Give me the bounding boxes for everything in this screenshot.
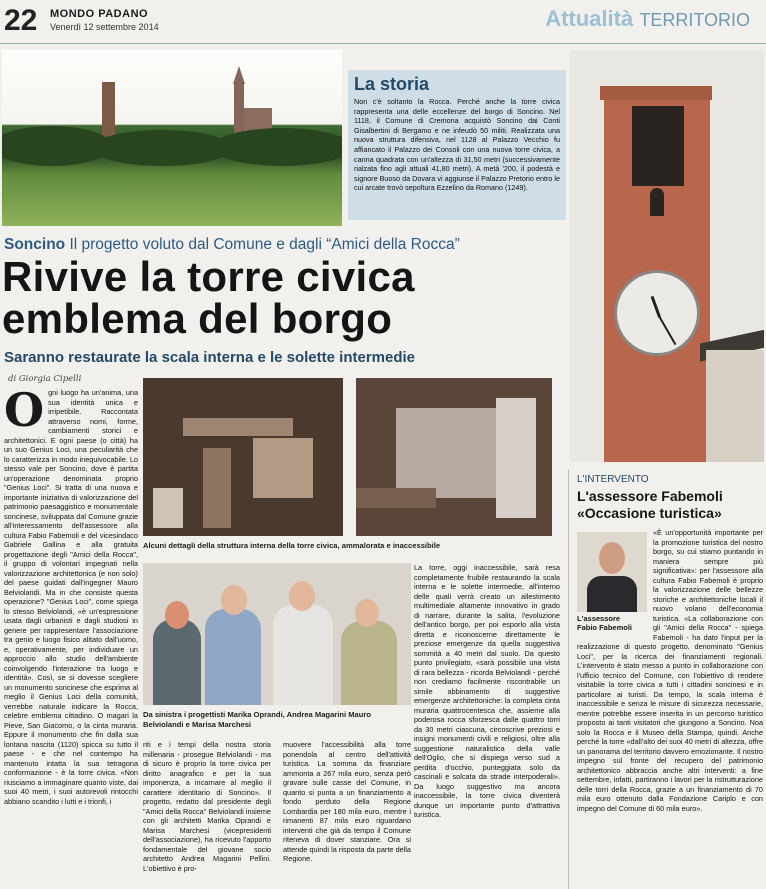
sidebar-interview (568, 470, 766, 889)
history-title: La storia (354, 74, 430, 94)
sidebar-title: L'assessore Fabemoli «Occasione turistica» (577, 488, 723, 521)
newspaper-name: MONDO PADANO (50, 8, 149, 20)
tower-belfry-window (632, 106, 684, 186)
article-kicker (4, 236, 460, 254)
portrait-caption-name: Fabio Fabemoli (577, 623, 633, 632)
masthead (0, 0, 766, 44)
section-name: Attualità (545, 6, 634, 31)
headline-line-1: Rivive la torre civica (2, 253, 415, 300)
portrait-caption-role: L'assessore (577, 614, 621, 623)
interior-detail-photo-2 (356, 378, 552, 536)
group-photo (143, 563, 411, 705)
dropcap: O (4, 388, 45, 437)
issue-date: Venerdì 12 settembre 2014 (50, 22, 159, 32)
page-number: 22 (4, 4, 38, 37)
sidebar-body (577, 528, 763, 813)
portrait-caption (577, 614, 647, 632)
interior-detail-photo-1 (143, 378, 343, 536)
kicker-place: Soncino (4, 236, 66, 253)
subsection-name: TERRITORIO (639, 10, 750, 30)
assessor-portrait (577, 532, 647, 612)
clock-face (614, 270, 700, 356)
history-text: Non c'è soltanto la Rocca. Perché anche la torre civica rappresenta una delle eccellenze del borgo di Soncino. Nel 1118, il Comune di Cremona acquistò Soncino dai Conti Gisalbertini di Bergamo e ne infeudò 50 militi. Realizzata una nuova struttura difensiva, nel 1128 al Palazzo Vecchio fu affiancato il Palazzo dei Consoli con una nuova torre civica, a canna quadrata con un'altezza di 31,50 metri (successivamente rialzata fino agli attuali 41,80 metri). A metà '200, il podestà e signore Buoso da Dovara vi aggiunse il Palazzo Pretorio entro le cui arcate trovò sepoltura Ezzelino da Romano (1249). (354, 97, 560, 193)
history-box (348, 70, 566, 220)
article-headline (2, 253, 415, 342)
article-column-1 (4, 388, 138, 884)
sidebar-text: «È un'opportunità importante per la promozione turistica del nostro borgo, su cui stiamo puntando in maniera sempre più significativa»: per l'assessore alla cultura Fabio Fabemoli è proprio la valorizzazione delle bellezze storiche e architettoniche locali il nuovo volano dell'economia turistica. «La collaborazione con gli "Amici della Rocca" - spiega Fabemoli - ha dato l'input per la realizzazione di questo progetto, denominato "Genius Loci", per la ricerca dei finanziamenti regionali. L'intervento è stato messo a punto in collaborazione con l'ufficio tecnico del Comune, con l'obiettivo di rendere visitabile la torre civica a tutti i cittadini soncinesi e in particolare ai turisti. Da tempo, la scala interna è inaccessibile e senza le misure di sicurezza necessarie, mentre potrebbe essere inserita in un percorso turistico proposto ai tanti visitatori che giungono a Soncino. Noa solo la Rocca e il Museo della Stampa, quindi. Anche perché la torre «dall'alto dei suoi 40 metri di altezza, offre un panorama del territorio davvero emozionante. Il nostro impegno sul fronte del recupero del patrimonio architettonico abbraccia anche altri interventi: a fine settembre, infatti, partiranno i lavori per la ristrutturazione delle torri della Rocca, grazie a un finanziamento di 70 mila euro ottenuto dalla Fondazione Cariplo e con impegno del Comune di 60 mila euro». (577, 528, 763, 813)
landscape-photo (2, 50, 342, 226)
headline-line-2: emblema del borgo (2, 295, 393, 342)
sidebar-tag: L'INTERVENTO (577, 474, 649, 485)
distant-tower (102, 82, 115, 140)
group-caption: Da sinistra i progettisti Marika Oprandi, Andrea Magarini Mauro Belviolandi e Marisa Marchesi (143, 710, 371, 729)
section-header (545, 6, 750, 32)
clock-tower-photo (570, 50, 764, 462)
church-spire (233, 66, 245, 84)
article-column-4: La torre, oggi inaccessibile, sarà resa completamente fruibile restaurando la scala interna e le solette intermedie, all'interno delle quali verrà creato un allestimento multimediale altamente innovativo in grado di narrare, durante la salita, l'evoluzione dell'antico borgo, per poi esporlo alla vista diretta e riconoscerne direttamente le preziose emergenze da quella suggestiva sommità a 40 metri dal suolo. Da questo punto privilegiato, «sarà possibile una vista di rara bellezza - ricorda Belviolandi - perché non crediamo facilmente riscontrabile un simile abbinamento di suggestive emergenze architettoniche: la completa cinta muraria quattrocentesca che, assieme alla poderosa rocca sforzesca dalle quattro torri da 30 metri ciascuna, circoscrive preziosi e insigni monumenti civili e religiosi, oltre alla suggestione naturalistica della valle dell'Oglio, che si dispiega verso sud a perdita d'occhio, punteggiata solo da cascinali e solcata da strade interpoderali». Da luogo suggestivo ma ancora inaccessibile, la torre civica diventerà dunque un importante punto d'attrattiva turistica. (414, 563, 560, 819)
kicker-text: Il progetto voluto dal Comune e dagli “Amici della Rocca” (69, 236, 460, 253)
byline: di Giorgia Cipelli (8, 374, 82, 384)
details-caption: Alcuni dettagli della struttura interna della torre civica, ammalorata e inaccessibile (143, 541, 441, 550)
article-column-3: muovere l'accessibilità alla torre ponendola al centro dell'attività turistica. La somma da finanziare ammonta a 267 mila euro, senza però gravare sulle casse del Comune, in quanto si punta a un finanziamento a fondo perduto della Regione Lombardia per 180 mila euro, mentre i rimanenti 87 mila euro riguardano interventi che già da tempo il Comune riteneva di dover stanziare. Ora si attende quindi la risposta da parte della Regione. (283, 740, 411, 863)
column-1-text: gni luogo ha un'anima, una sua identità unica e irripetibile. Raccontata attraverso nomi, forme, cambiamenti storici e architettonici. E ogni paese (o città) ha un suo Genius Loci, una peculiarità che lo caratterizza in modo inequivocabile. Lo stesso vale per Soncino, dove è partita un'operazione denominata proprio "Genius Loci". Si tratta di una nuova e importante iniziativa di valorizzazione del patrimonio paesaggistico e monumentale soncinese, sviluppata dal Comune grazie all'interessamento dell'assessore alla cultura Fabio Fabemoli e del vicesindaco Gabriele Gallina e alla gratuita progettazione degli "Amici della Rocca", il gruppo di volontari impegnati nella valorizzazione architettonica (e non solo) del paese guidati dall'ingegner Mauro Belviolandi. Ma in che consiste questa operazione? "Genius Loci", come spiega lo stesso Belviolandi, «è un'espressione usata dagli urbanisti e dagli studiosi in genere per rappresentare l'associazione tra genio e luogo fisico alitato dall'uomo, e, operativamente, per individuare un approccio allo studio dell'ambiente coinvolgendo l'interazione tra luogo e identità». Così, se si dovesse scegliere un monumento soncinese che esprima al meglio il Genius Loci della comunità, verrebbe naturale indicare la Rocca, celebre emblema cittadino. O magari la Pieve, San Giacomo, o la cinta muraria. Eppure il monumento che fin dalla sua lontana nascita (1120) spicca su tutto il paese - e che nel contempo ha mantenuto intatta la sua tetragona conformazione - è la torre civica. «Non riusciamo a immaginare quanto viste, dai suoi 40 metri, i suoi autorevoli rintocchi abbiano scandito i lutti e i trionfi, i (4, 388, 138, 806)
article-column-2: riti e i tempi della nostra storia millenaria - prosegue Belviolandi - ma di sicuro è proprio la torre civica per diritto anagrafico e per la sua imponenza, a incarnare al meglio il carattere identitario di Soncino». Il progetto, redatto dal presidente degli "Amici della Rocca" Belviolandi insieme con gli architetti Marika Oprandi e Marisa Marchesi (vicepresidenti dell'associazione), ha ricevuto l'apporto fondamentale del giovane socio architetto Andrea Magarini Pellini. L'obiettivo è pro- (143, 740, 271, 873)
article-subhead: Saranno restaurate la scala interna e le solette intermedie (4, 349, 416, 366)
